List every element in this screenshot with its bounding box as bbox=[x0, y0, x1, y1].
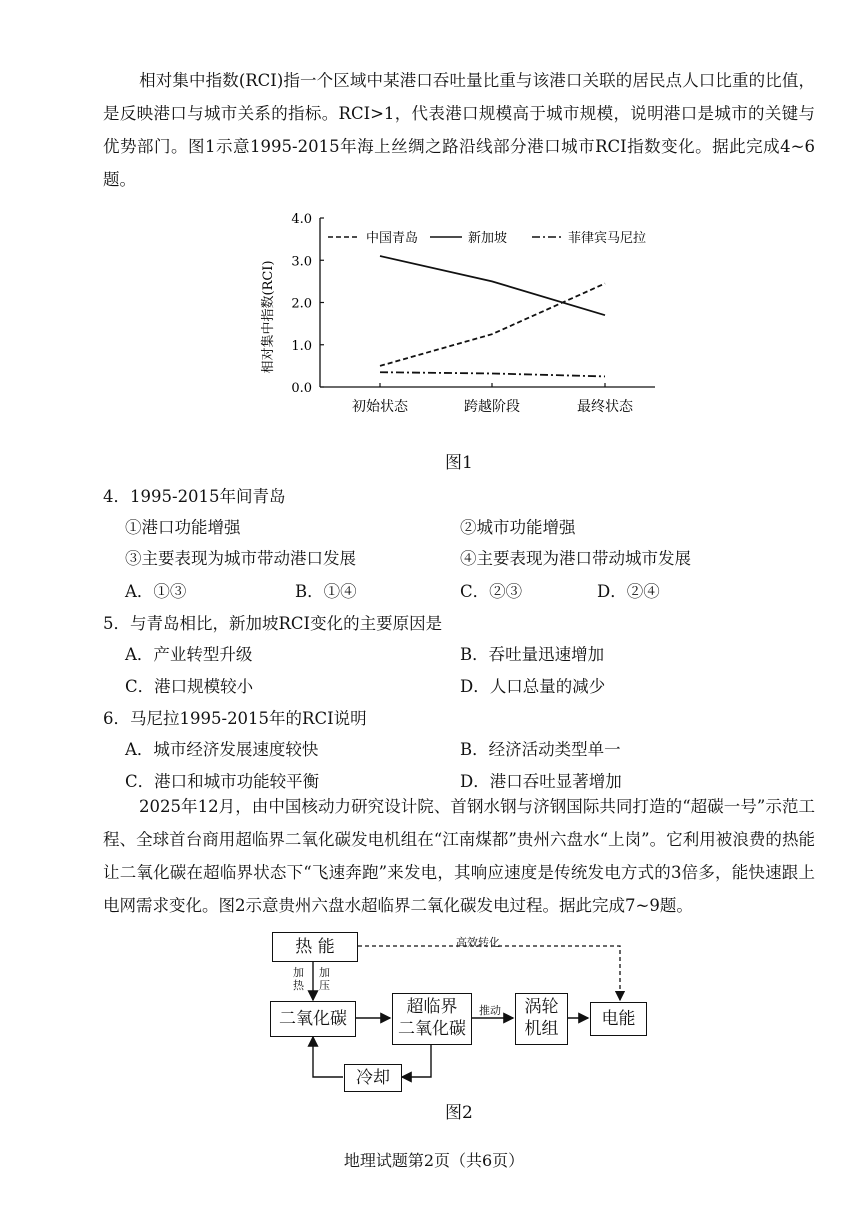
q4-statement-4: ④主要表现为港口带动城市发展 bbox=[460, 549, 691, 568]
q5-option-c: C．港口规模较小 bbox=[125, 677, 254, 696]
legend-label-2: 菲律宾马尼拉 bbox=[568, 231, 647, 246]
node-turbine-line1: 涡轮 bbox=[524, 997, 559, 1017]
arrow-heat-to-electric bbox=[358, 946, 620, 1000]
q6-option-c: C．港口和城市功能较平衡 bbox=[125, 772, 320, 791]
node-co2-label: 二氧化碳 bbox=[279, 1009, 347, 1029]
node-cooling-label: 冷却 bbox=[356, 1068, 390, 1088]
q4-option-a: A．①③ bbox=[125, 582, 187, 601]
chart-x-tick-label: 跨越阶段 bbox=[464, 399, 520, 415]
q5-option-a: A．产业转型升级 bbox=[125, 645, 253, 664]
q4-option-b: B．①④ bbox=[295, 582, 357, 601]
q5-option-b: B．吞吐量迅速增加 bbox=[460, 645, 605, 664]
intro-paragraph-text: 相对集中指数(RCI)指一个区域中某港口吞吐量比重与该港口关联的居民点人口比重的比值，是反映港口与城市关系的指标。RCI>1，代表港口规模高于城市规模，说明港口是城市的关键与优势部门。图1示意1995-2015年海上丝绸之路沿线部分港口城市RCI指数变化。据此完成4~6题。 bbox=[103, 71, 815, 189]
chart-y-tick-label: 2.0 bbox=[291, 296, 312, 312]
chart-x-tick-label: 最终状态 bbox=[577, 399, 633, 415]
chart-y-label: 相对集中指数(RCI) bbox=[261, 260, 276, 374]
node-heat-label: 热 能 bbox=[295, 937, 335, 957]
legend-label-1: 新加坡 bbox=[468, 231, 508, 246]
figure2-caption: 图2 bbox=[445, 1103, 473, 1123]
legend-label-0: 中国青岛 bbox=[366, 231, 419, 246]
node-co2 bbox=[270, 1001, 356, 1037]
chart-y-tick-label: 0.0 bbox=[291, 381, 312, 396]
node-supercritical-line2: 二氧化碳 bbox=[398, 1019, 466, 1039]
second-paragraph-text: 2025年12月，由中国核动力研究设计院、首钢水钢与济钢国际共同打造的“超碳一号”示范工程、全球首台商用超临界二氧化碳发电机组在“江南煤都”贵州六盘水“上岗”。它利用被浪费的热能让二氧化碳在超临界状态下“飞速奔跑”来发电，其响应速度是传统发电方式的3倍多，能快速跟上电网需求变化。图2示意贵州六盘水超临界二氧化碳发电过程。据此完成7~9题。 bbox=[103, 797, 815, 915]
arrow-supercritical-to-cooling bbox=[402, 1043, 431, 1077]
node-turbine bbox=[515, 993, 568, 1045]
question-5-stem: 5．与青岛相比，新加坡RCI变化的主要原因是 bbox=[103, 614, 443, 633]
page-footer: 地理试题第2页（共6页） bbox=[343, 1151, 525, 1170]
label-pressurize: 加压 bbox=[319, 966, 330, 992]
chart-y-tick-label: 1.0 bbox=[291, 338, 312, 354]
q4-statement-3: ③主要表现为城市带动港口发展 bbox=[125, 549, 356, 568]
q5-option-d: D．人口总量的减少 bbox=[460, 677, 606, 696]
node-electric bbox=[590, 1002, 647, 1036]
node-electric-label: 电能 bbox=[601, 1009, 636, 1029]
figure1-caption: 图1 bbox=[445, 453, 473, 473]
q4-option-c: C．②③ bbox=[460, 582, 523, 601]
question-6-stem: 6．马尼拉1995-2015年的RCI说明 bbox=[103, 709, 367, 728]
q4-statement-2: ②城市功能增强 bbox=[460, 518, 576, 537]
chart-x-tick-label: 初始状态 bbox=[352, 399, 408, 415]
question-4-stem: 4．1995-2015年间青岛 bbox=[103, 487, 286, 506]
label-heating: 加热 bbox=[293, 966, 304, 992]
node-cooling bbox=[344, 1064, 402, 1092]
q6-option-d: D．港口吞吐显著增加 bbox=[460, 772, 622, 791]
chart-y-tick-label: 4.0 bbox=[291, 212, 312, 227]
node-supercritical-line1: 超临界 bbox=[406, 997, 458, 1017]
q6-option-b: B．经济活动类型单一 bbox=[460, 740, 621, 759]
q6-option-a: A．城市经济发展速度较快 bbox=[125, 740, 319, 759]
label-drive: 推动 bbox=[479, 1004, 501, 1017]
node-turbine-line2: 机组 bbox=[524, 1019, 559, 1039]
q4-option-d: D．②④ bbox=[597, 582, 660, 601]
label-efficient-conversion: 高效转化 bbox=[456, 936, 500, 949]
node-heat bbox=[272, 932, 358, 962]
q4-statement-1: ①港口功能增强 bbox=[125, 518, 241, 537]
node-supercritical-co2 bbox=[392, 993, 472, 1045]
chart-y-tick-label: 3.0 bbox=[291, 254, 312, 270]
arrow-cooling-to-co2 bbox=[313, 1037, 343, 1077]
